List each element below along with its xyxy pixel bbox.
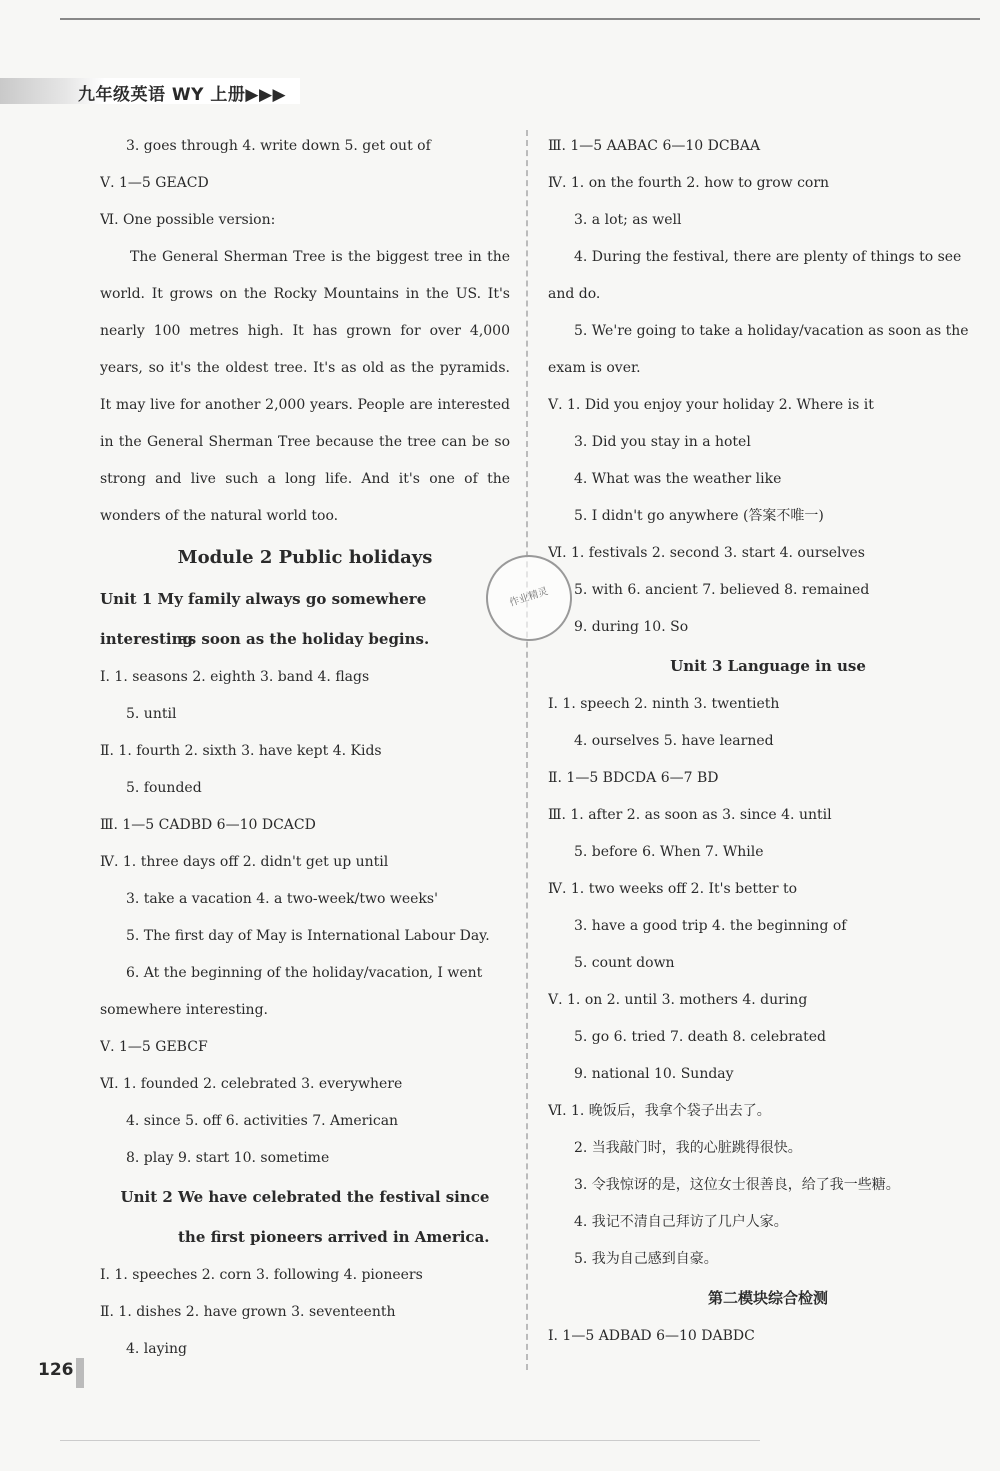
answer-line: 5. go 6. tried 7. death 8. celebrated [574, 1029, 827, 1045]
answer-line: 4. During the festival, there are plenty of things to see [574, 249, 962, 265]
answer-line: 9. during 10. So [574, 619, 689, 635]
answer-line: Ⅴ. 1—5 GEBCF [100, 1039, 208, 1055]
answer-line: 4. since 5. off 6. activities 7. American [126, 1113, 399, 1129]
essay-paragraph [100, 239, 510, 535]
answer-line: 3. have a good trip 4. the beginning of [574, 918, 847, 934]
answer-line: somewhere interesting. [100, 1002, 268, 1018]
answer-line: Ⅱ. 1. fourth 2. sixth 3. have kept 4. Kids [100, 743, 382, 759]
answer-line: 5. until [126, 706, 177, 722]
module-test-title: 第二模块综合检测 [707, 1289, 828, 1307]
answer-line: Ⅳ. 1. two weeks off 2. It's better to [548, 881, 798, 897]
answer-line: 5. I didn't go anywhere (答案不唯一) [574, 508, 824, 524]
answer-line: 6. At the beginning of the holiday/vacation, I went [126, 965, 483, 981]
answer-line: 5. founded [126, 780, 202, 796]
right-column [548, 128, 988, 1355]
top-rule [60, 18, 980, 20]
unit2-title-line1: Unit 2 We have celebrated the festival since [120, 1188, 490, 1206]
module-title: Module 2 Public holidays [177, 547, 433, 568]
answer-line: 4. laying [126, 1341, 187, 1357]
answer-line: Ⅴ. 1. on 2. until 3. mothers 4. during [548, 992, 808, 1008]
left-answers-top [100, 128, 510, 239]
answer-line: Ⅱ. 1. dishes 2. have grown 3. seventeenth [100, 1304, 396, 1320]
answer-line: Ⅴ. 1. Did you enjoy your holiday 2. Where is it [548, 397, 874, 413]
answer-line: 4. ourselves 5. have learned [574, 733, 774, 749]
answer-line: Ⅱ. 1—5 BDCDA 6—7 BD [548, 770, 719, 786]
answer-line: Ⅵ. One possible version: [100, 212, 276, 228]
answer-line: 5. The first day of May is International Labour Day. [126, 928, 490, 944]
unit2-title-line2: the first pioneers arrived in America. [178, 1228, 490, 1246]
answer-line: Ⅳ. 1. on the fourth 2. how to grow corn [548, 175, 830, 191]
answer-line: Ⅰ. 1. speech 2. ninth 3. twentieth [548, 696, 780, 712]
answer-line: 3. a lot; as well [574, 212, 682, 228]
answer-line: Ⅲ. 1—5 AABAC 6—10 DCBAA [548, 138, 761, 154]
answer-line: 5. with 6. ancient 7. believed 8. remained [574, 582, 870, 598]
module-test-answers [548, 1318, 988, 1355]
left-column [100, 128, 510, 1368]
answer-line: 5. before 6. When 7. While [574, 844, 764, 860]
page-number-bar [76, 1358, 84, 1388]
page-number: 126 [38, 1360, 74, 1380]
bottom-rule [60, 1440, 760, 1441]
answer-line: Ⅵ. 1. festivals 2. second 3. start 4. ourselves [548, 545, 865, 561]
answer-line: and do. [548, 286, 601, 302]
answer-line: 4. 我记不清自己拜访了几户人家。 [574, 1214, 788, 1230]
unit3-answers [548, 686, 988, 1278]
answer-line: Ⅲ. 1—5 CADBD 6—10 DCACD [100, 817, 316, 833]
answer-line: Ⅵ. 1. 晚饭后，我拿个袋子出去了。 [548, 1103, 771, 1119]
unit1-title-line1: Unit 1 My family always go somewhere interesting [100, 590, 427, 648]
answer-line: Ⅰ. 1. seasons 2. eighth 3. band 4. flags [100, 669, 370, 685]
unit1-title-line2: as soon as the holiday begins. [178, 630, 430, 648]
answer-line: 2. 当我敲门时，我的心脏跳得很快。 [574, 1140, 802, 1156]
answer-line: Ⅲ. 1. after 2. as soon as 3. since 4. until [548, 807, 832, 823]
unit1-answers [100, 659, 510, 1177]
answer-line: 5. 我为自己感到自豪。 [574, 1251, 718, 1267]
answer-line: 3. take a vacation 4. a two-week/two weeks' [126, 891, 438, 907]
answer-line: 4. What was the weather like [574, 471, 782, 487]
right-answers-top [548, 128, 988, 646]
answer-line: Ⅵ. 1. founded 2. celebrated 3. everywhere [100, 1076, 403, 1092]
answer-line: 5. We're going to take a holiday/vacation as soon as the [574, 323, 969, 339]
answer-line: 9. national 10. Sunday [574, 1066, 734, 1082]
column-divider [526, 130, 528, 1370]
answer-line: 8. play 9. start 10. sometime [126, 1150, 330, 1166]
answer-line: Ⅰ. 1—5 ADBAD 6—10 DABDC [548, 1328, 755, 1344]
unit3-title: Unit 3 Language in use [670, 657, 866, 675]
answer-line: 3. 令我惊讶的是，这位女士很善良，给了我一些糖。 [574, 1177, 900, 1193]
page-header-title: 九年级英语 WY 上册▶▶▶ [78, 85, 287, 105]
answer-line: Ⅴ. 1—5 GEACD [100, 175, 209, 191]
stamp-text: 作业精灵 [508, 586, 550, 609]
answer-line: 3. goes through 4. write down 5. get out of [126, 138, 431, 154]
essay-text: The General Sherman Tree is the biggest tree in the world. It grows on the Rocky Mountains in the US. It's nearly 100 metres high. It has grown for over 4,000 years, so it's the oldest tree. It's as old as the pyramids. It may live for another 2,000 years. People are interested in the General Sherman Tree because the tree can be so strong and live such a long life. And it's one of the wonders of the natural world too. [100, 249, 510, 524]
answer-line: 3. Did you stay in a hotel [574, 434, 751, 450]
answer-line: exam is over. [548, 360, 641, 376]
answer-line: 5. count down [574, 955, 675, 971]
answer-line: Ⅳ. 1. three days off 2. didn't get up until [100, 854, 389, 870]
unit2-answers [100, 1257, 510, 1368]
answer-line: Ⅰ. 1. speeches 2. corn 3. following 4. pioneers [100, 1267, 423, 1283]
